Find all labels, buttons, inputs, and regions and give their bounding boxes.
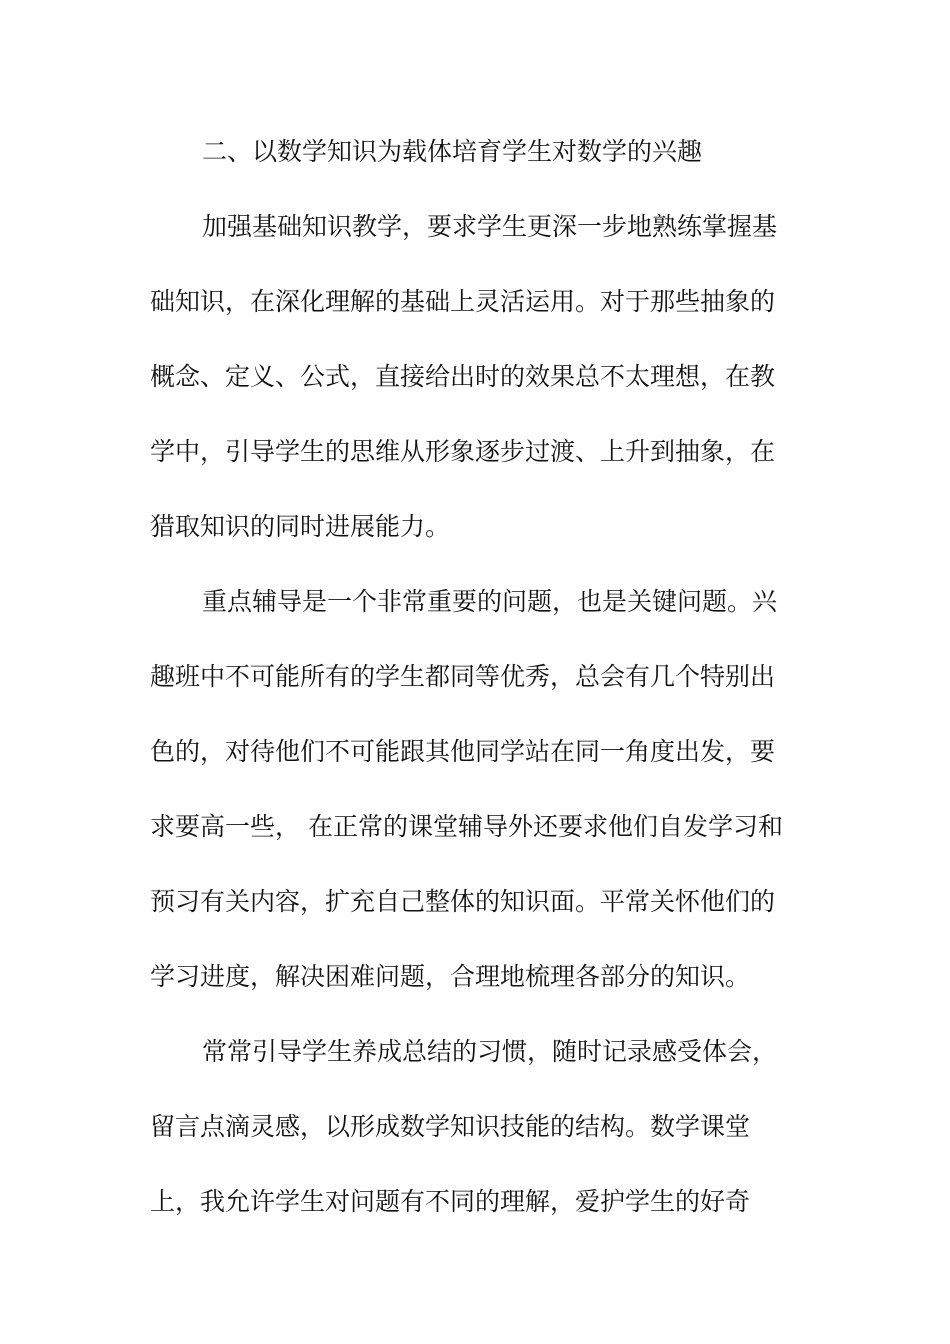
paragraph-line: 留言点滴灵感，以形成数学知识技能的结构。数学课堂 [150,1112,751,1141]
paragraph-line: 学习进度，解决困难问题，合理地梳理各部分的知识。 [150,962,751,991]
paragraph-line: 趣班中不可能所有的学生都同等优秀，总会有几个特别出 [150,662,776,691]
paragraph-line: 加强基础知识教学，要求学生更深一步地熟练掌握基 [202,212,778,241]
paragraph-line: 常常引导学生养成总结的习惯，随时记录感受体会， [202,1037,778,1066]
paragraph-line: 概念、定义、公式，直接给出时的效果总不太理想，在教 [150,362,776,391]
paragraph-line: 学中，引导学生的思维从形象逐步过渡、上升到抽象，在 [150,437,776,466]
section-heading: 二、以数学知识为载体培育学生对数学的兴趣 [202,137,703,166]
paragraph-line: 上，我允许学生对问题有不同的理解，爱护学生的好奇 [150,1187,751,1216]
paragraph-line: 猎取知识的同时进展能力。 [150,512,451,541]
paragraph-line: 预习有关内容，扩充自己整体的知识面。平常关怀他们的 [150,887,776,916]
paragraph-line: 础知识，在深化理解的基础上灵活运用。对于那些抽象的 [150,287,776,316]
paragraph-line: 色的，对待他们不可能跟其他同学站在同一角度出发，要 [150,737,776,766]
paragraph-line: 求要高一些， 在正常的课堂辅导外还要求他们自发学习和 [150,812,783,841]
paragraph-line: 重点辅导是一个非常重要的问题，也是关键问题。兴 [202,587,778,616]
